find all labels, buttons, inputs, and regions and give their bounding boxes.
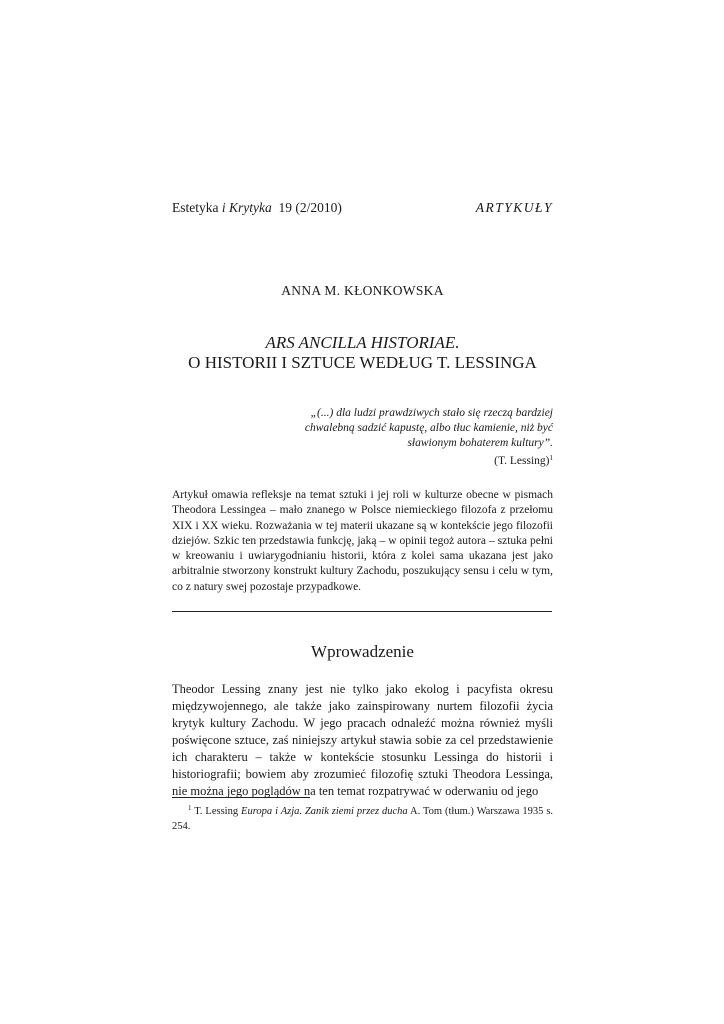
title-line-2: O HISTORII I SZTUCE WEDŁUG T. LESSINGA (188, 353, 537, 372)
epigraph-source-text: (T. Lessing) (494, 455, 550, 467)
section-heading: Wprowadzenie (311, 642, 414, 661)
section-divider (172, 611, 552, 612)
footnote-author: T. Lessing (194, 806, 239, 817)
author-name: ANNA M. KŁONKOWSKA (281, 283, 444, 298)
journal-name: Estetyka (172, 200, 219, 215)
section-label: ARTYKUŁY (475, 200, 553, 215)
footnote-ref[interactable]: 1 (549, 454, 553, 462)
article-title (140, 333, 585, 373)
epigraph-quote: „(...) dla ludzi prawdziwych stało się rzeczą bardziej chwalebną sadzić kapustę, albo tłuc kamienie, niż być sławionym bohaterem kultury”. (304, 407, 553, 449)
body-paragraph: Theodor Lessing znany jest nie tylko jako ekolog i pacyfista okresu międzywojennego, ale także jako zainspirowany nurtem filozofii życia krytyk kultury Zachodu. W jego pracach odnaleźć można również myśli poświęcone sztuce, zaś niniejszy artykuł stawia sobie za cel przedstawienie ich charakteru – także w kontekście stosunku Lessinga do historii i historiografii; bowiem aby zrozumieć filozofię sztuki Theodora Lessinga, nie można jego poglądów na ten temat rozpatrywać w oderwaniu od jego (172, 682, 553, 798)
footnote (172, 804, 553, 834)
footnote-details: A. Tom (tłum.) Warszawa 1935 s. 254. (172, 806, 554, 832)
footnote-title: Europa i Azja. Zanik ziemi przez ducha (241, 806, 408, 817)
title-line-1: ARS ANCILLA HISTORIAE. (265, 333, 460, 352)
abstract: Artykuł omawia refleksje na temat sztuki i jej roli w kulturze obecne w pismach Theodora Lessingea – mało znanego w Polsce niemieckiego filozofa z przełomu XIX i XX wieku. Rozważania w tej materii ukazane są w kontekście jego filozofii dziejów. Szkic ten przedstawia funkcję, jaką – w opinii tegoż autora – sztuka pełni w kreowaniu i uwiarygodnianiu historii, która z kolei sama ukazana jest jako arbitralnie stworzony konstrukt kultury Zachodu, poszukujący sensu i celu w tym, co z natury swej pozostaje przypadkowe. (172, 489, 553, 593)
issue-number: 19 (2/2010) (278, 200, 342, 215)
epigraph (260, 406, 553, 469)
running-header (172, 200, 553, 216)
epigraph-source (260, 454, 553, 469)
footnote-divider (172, 797, 310, 798)
journal-name-italic: i Krytyka (221, 200, 272, 215)
journal-info (172, 200, 342, 216)
footnote-number: 1 (188, 804, 192, 812)
